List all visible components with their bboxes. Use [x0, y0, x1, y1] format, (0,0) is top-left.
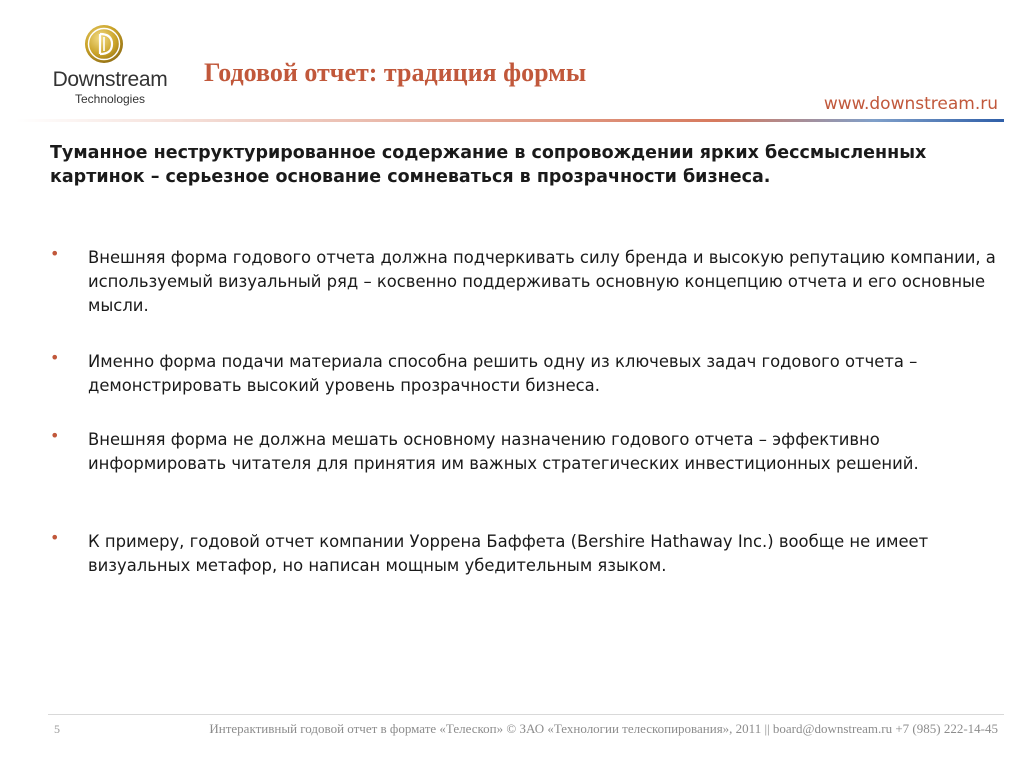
bullet-icon: •: [50, 528, 60, 547]
website-link[interactable]: www.downstream.ru: [823, 94, 998, 114]
lead-paragraph: Туманное неструктурированное содержание в сопровождении ярких бессмысленных картинок – серьезное основание сомневаться в прозрачности бизнеса.: [50, 143, 927, 187]
bullet-text: Внешняя форма не должна мешать основному назначению годового отчета – эффективно информировать читателя для принятия им важных стратегических инвестиционных решений.: [88, 430, 919, 473]
bullet-icon: •: [50, 244, 60, 263]
header-divider: [16, 119, 1004, 122]
bullet-item: [50, 246, 1010, 318]
bullet-text: Именно форма подачи материала способна решить одну из ключевых задач годового отчета – демонстрировать высокий уровень прозрачности бизнеса.: [88, 352, 918, 395]
logo-subtitle: Technologies: [74, 92, 146, 106]
footer-divider: [48, 714, 1004, 715]
bullet-icon: •: [50, 348, 60, 367]
slide-title: Годовой отчет: традиция формы: [204, 58, 587, 87]
logo-wordmark: Downstream: [52, 68, 168, 91]
downstream-logo-icon: [84, 24, 124, 64]
header-divider-cool: [716, 119, 1004, 122]
bullet-item: [50, 350, 1010, 398]
bullet-item: [50, 428, 1010, 476]
page-number: 5: [54, 722, 60, 736]
bullet-text: К примеру, годовой отчет компании Уоррена Баффета (Bershire Hathaway Inc.) вообще не имеет визуальных метафор, но написан мощным убедительным языком.: [88, 532, 929, 575]
bullet-text: Внешняя форма годового отчета должна подчеркивать силу бренда и высокую репутацию компании, а используемый визуальный ряд – косвенно поддерживать основную концепцию отчета и его основные мысли.: [88, 248, 996, 315]
bullet-item: [50, 530, 1010, 578]
header-divider-warm: [16, 119, 716, 122]
company-logo: [44, 24, 174, 110]
bullet-icon: •: [50, 426, 60, 445]
footer-text: Интерактивный годовой отчет в формате «Телескоп» © ЗАО «Технологии телескопирования», 2011 || board@downstream.ru +7 (985) 222-14-45: [209, 721, 998, 736]
